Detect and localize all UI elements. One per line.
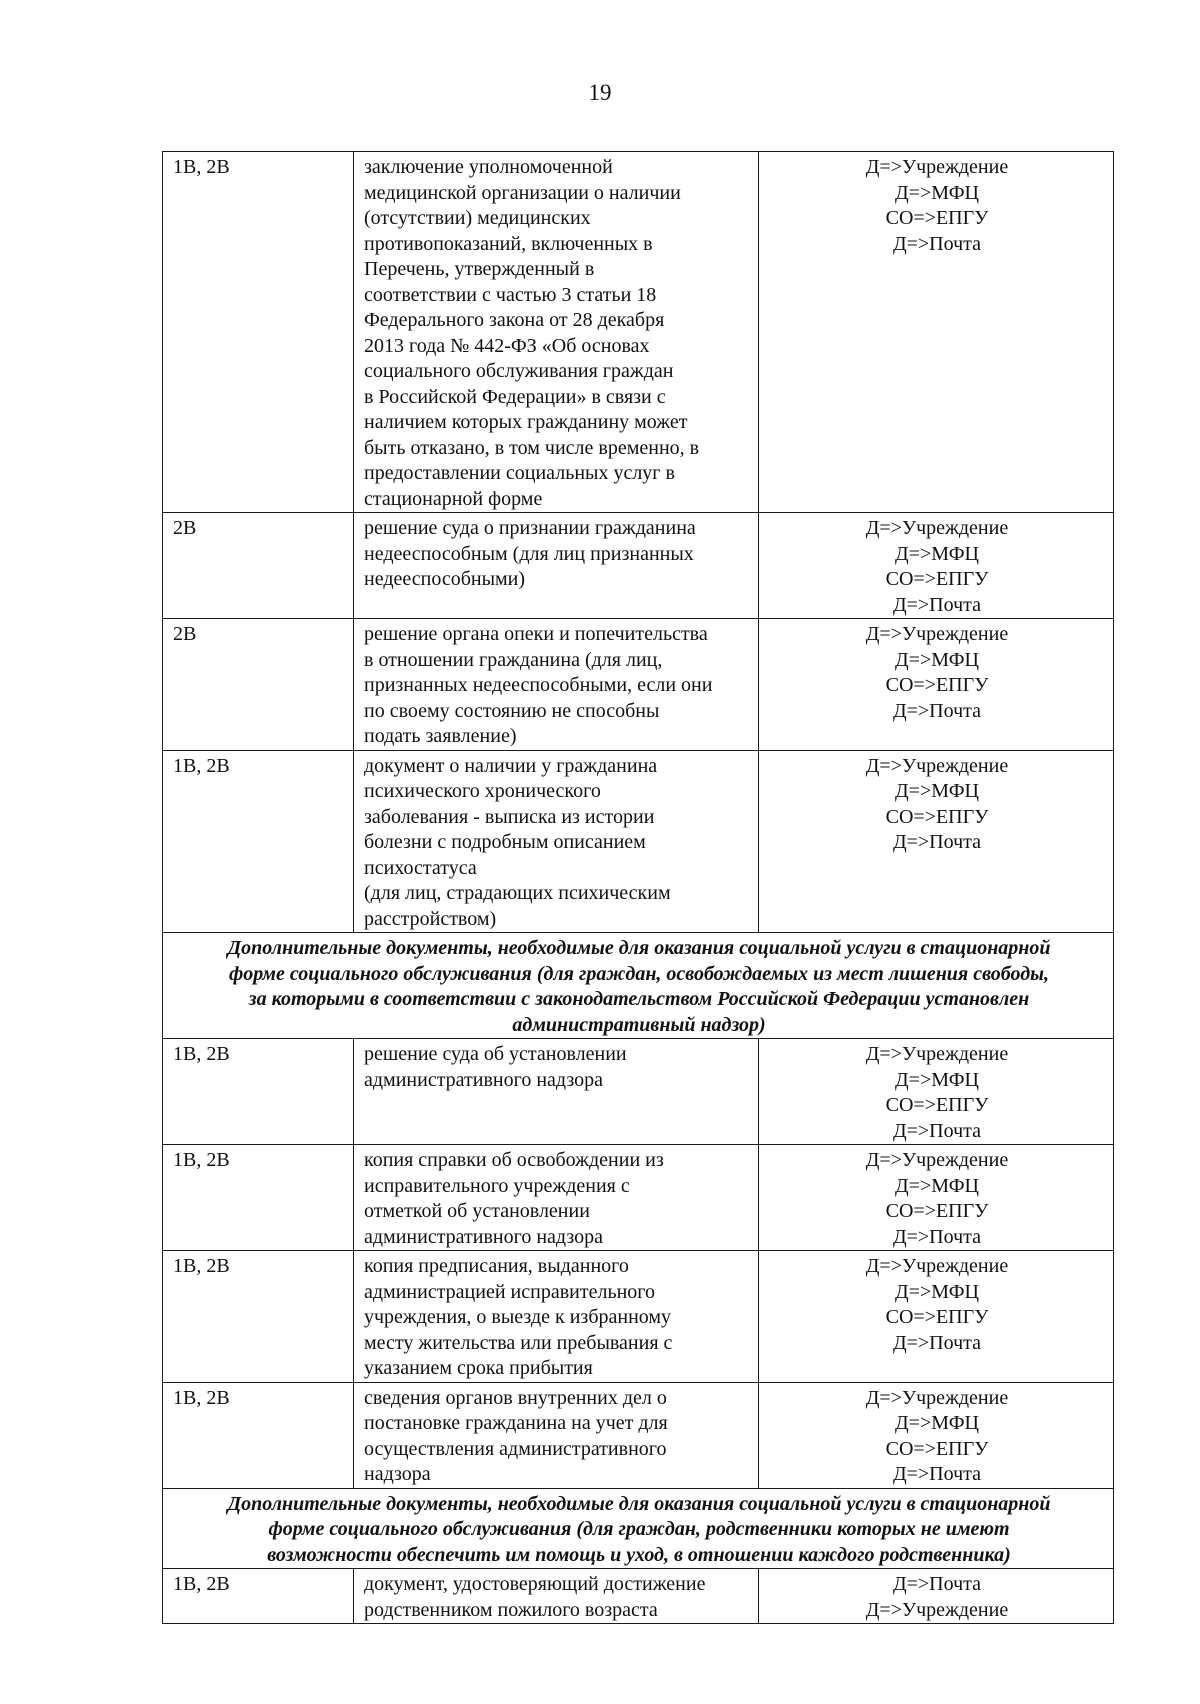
table-row [163, 1251, 1114, 1383]
section-header-line: Дополнительные документы, необходимые для оказания социальной услуги в стационарной [227, 1492, 1051, 1515]
table-row [163, 1039, 1114, 1145]
document-description-line: в Российской Федерации» в связи с [364, 385, 666, 408]
submission-method-line: Д=>Учреждение [865, 1255, 1009, 1277]
submission-method-cell [759, 1145, 1114, 1251]
submission-method-line: СО=>ЕПГУ [885, 1437, 989, 1460]
applicant-category-cell: 1В, 2В [163, 1382, 354, 1488]
document-description-line: решение суда о признании гражданина [364, 517, 696, 539]
table-row [163, 1569, 1114, 1624]
submission-method-line: СО=>ЕПГУ [885, 207, 989, 229]
submission-method-line: Д=>Учреждение [865, 754, 1009, 777]
applicant-category-cell: 1В, 2В [163, 1145, 354, 1251]
section-header-row [163, 1488, 1114, 1569]
documents-table-body [163, 152, 1114, 1624]
submission-method-line: Д=>Учреждение [865, 1598, 1009, 1621]
submission-method-line: Д=>Почта [892, 1573, 982, 1595]
document-description-line: административного надзора [364, 1068, 603, 1091]
section-header-line: форме социального обслуживания (для граждан, родственники которых не имеют [268, 1518, 1010, 1540]
submission-method-cell [759, 619, 1114, 751]
section-header-row [163, 933, 1114, 1039]
document-description-cell [354, 1382, 759, 1488]
document-description-line: психического хронического [364, 780, 601, 802]
document-description-cell [354, 1569, 759, 1624]
document-description-line: стационарной форме [364, 487, 543, 510]
section-header-cell [163, 933, 1114, 1039]
submission-method-line: СО=>ЕПГУ [885, 1094, 989, 1116]
document-description-line: (отсутствии) медицинских [364, 207, 591, 229]
document-description-line: быть отказано, в том числе временно, в [364, 436, 700, 459]
submission-method-line: Д=>МФЦ [895, 648, 979, 671]
document-description-cell [354, 750, 759, 933]
applicant-category-cell: 1В, 2В [163, 1039, 354, 1145]
submission-method-line: Д=>Почта [892, 232, 982, 255]
document-description-line: социального обслуживания граждан [364, 360, 674, 382]
submission-method-line: Д=>Учреждение [865, 623, 1009, 645]
document-description-cell [354, 152, 759, 513]
document-description-line: Перечень, утвержденный в [364, 258, 595, 280]
submission-method-line: Д=>МФЦ [895, 1174, 979, 1197]
document-description-line: заболевания - выписка из истории [364, 805, 655, 828]
document-description-cell [354, 1039, 759, 1145]
table-row [163, 513, 1114, 619]
submission-method-line: Д=>Почта [892, 1119, 982, 1142]
submission-method-line: Д=>Учреждение [865, 1043, 1009, 1065]
submission-method-line: Д=>Почта [892, 593, 982, 616]
applicant-category-cell: 1В, 2В [163, 1251, 354, 1383]
section-header-line: форме социального обслуживания (для граждан, освобождаемых из мест лишения свободы, [228, 962, 1050, 985]
document-description-line: Федерального закона от 28 декабря [364, 309, 665, 331]
submission-method-line: Д=>Почта [892, 1331, 982, 1354]
document-description-line: надзора [364, 1463, 431, 1485]
submission-method-line: Д=>Учреждение [865, 517, 1009, 539]
document-description-line: наличием которых гражданину может [364, 411, 688, 433]
submission-method-line: Д=>Почта [892, 1463, 982, 1485]
document-description-cell [354, 513, 759, 619]
documents-table [162, 151, 1114, 1624]
submission-method-cell [759, 1382, 1114, 1488]
document-description-line: родственником пожилого возраста [364, 1598, 658, 1621]
document-description-line: копия предписания, выданного [364, 1255, 629, 1277]
table-row [163, 750, 1114, 933]
page-number: 19 [588, 80, 612, 105]
document-description-line: административного надзора [364, 1225, 603, 1248]
submission-method-line: Д=>МФЦ [895, 1068, 979, 1091]
document-description-line: решение суда об установлении [364, 1043, 627, 1065]
document-description-line: признанных недееспособными, если они [364, 674, 713, 696]
document-description-line: в отношении гражданина (для лиц, [364, 648, 663, 671]
submission-method-line: Д=>Учреждение [865, 156, 1009, 178]
submission-method-line: Д=>Учреждение [865, 1149, 1009, 1171]
applicant-category-cell: 2В [163, 513, 354, 619]
table-row [163, 1382, 1114, 1488]
document-description-line: указанием срока прибытия [364, 1357, 593, 1379]
document-description-line: расстройством) [364, 907, 497, 930]
section-header-line: административный надзор) [512, 1013, 766, 1036]
document-description-line: учреждения, о выезде к избранному [364, 1306, 672, 1328]
submission-method-line: Д=>МФЦ [895, 1280, 979, 1303]
submission-method-line: Д=>Почта [892, 699, 982, 722]
document-description-line: противопоказаний, включенных в [364, 232, 653, 255]
submission-method-line: Д=>Учреждение [865, 1386, 1009, 1409]
document-description-cell [354, 1145, 759, 1251]
document-description-line: 2013 года № 442-ФЗ «Об основах [364, 334, 650, 357]
section-header-line: возможности обеспечить им помощь и уход, в отношении каждого родственника) [267, 1543, 1011, 1566]
document-description-line: медицинской организации о наличии [364, 181, 681, 204]
document-description-cell [354, 619, 759, 751]
document-description-line: психостатуса [364, 856, 477, 879]
document-description-line: по своему состоянию не способны [364, 699, 660, 722]
document-description-line: соответствии с частью 3 статьи 18 [364, 283, 657, 306]
document-description-line: (для лиц, страдающих психическим [364, 882, 671, 904]
submission-method-line: СО=>ЕПГУ [885, 674, 989, 696]
document-description-line: осуществления административного [364, 1437, 667, 1460]
submission-method-line: Д=>Почта [892, 831, 982, 853]
submission-method-line: Д=>МФЦ [895, 181, 979, 204]
document-description-line: исправительного учреждения с [364, 1174, 630, 1197]
submission-method-cell [759, 513, 1114, 619]
document-description-line: сведения органов внутренних дел о [364, 1386, 667, 1409]
section-header-line: за которыми в соответствии с законодательством Российской Федерации установлен [248, 988, 1030, 1010]
submission-method-line: СО=>ЕПГУ [885, 1306, 989, 1328]
document-description-line: недееспособным (для лиц признанных [364, 542, 694, 565]
document-description-line: копия справки об освобождении из [364, 1149, 664, 1171]
document-description-line: болезни с подробным описанием [364, 831, 646, 853]
section-header-line: Дополнительные документы, необходимые для оказания социальной услуги в стационарной [227, 937, 1051, 959]
document-description-line: подать заявление) [364, 725, 517, 747]
document-description-line: администрацией исправительного [364, 1280, 655, 1303]
submission-method-line: Д=>МФЦ [895, 1412, 979, 1434]
document-description-cell [354, 1251, 759, 1383]
submission-method-line: Д=>МФЦ [895, 780, 979, 802]
document-description-line: решение органа опеки и попечительства [364, 623, 708, 645]
submission-method-cell [759, 1251, 1114, 1383]
applicant-category-cell: 2В [163, 619, 354, 751]
section-header-cell [163, 1488, 1114, 1569]
document-description-line: постановке гражданина на учет для [364, 1412, 668, 1434]
submission-method-line: СО=>ЕПГУ [885, 1200, 989, 1222]
document-description-line: документ, удостоверяющий достижение [364, 1573, 706, 1595]
submission-method-cell [759, 1039, 1114, 1145]
table-row [163, 1145, 1114, 1251]
document-description-line: предоставлении социальных услуг в [364, 462, 675, 484]
submission-method-cell [759, 750, 1114, 933]
submission-method-cell [759, 152, 1114, 513]
applicant-category-cell: 1В, 2В [163, 750, 354, 933]
document-description-line: заключение уполномоченной [364, 156, 613, 178]
submission-method-line: СО=>ЕПГУ [885, 805, 989, 828]
submission-method-line: СО=>ЕПГУ [885, 568, 989, 590]
applicant-category-cell: 1В, 2В [163, 152, 354, 513]
document-description-line: недееспособными) [364, 568, 526, 590]
document-description-line: отметкой об установлении [364, 1200, 590, 1222]
document-description-line: месту жительства или пребывания с [364, 1331, 673, 1354]
submission-method-line: Д=>МФЦ [895, 542, 979, 565]
submission-method-line: Д=>Почта [892, 1225, 982, 1248]
document-description-line: документ о наличии у гражданина [364, 754, 658, 777]
applicant-category-cell: 1В, 2В [163, 1569, 354, 1624]
submission-method-cell [759, 1569, 1114, 1624]
table-row [163, 152, 1114, 513]
table-row [163, 619, 1114, 751]
